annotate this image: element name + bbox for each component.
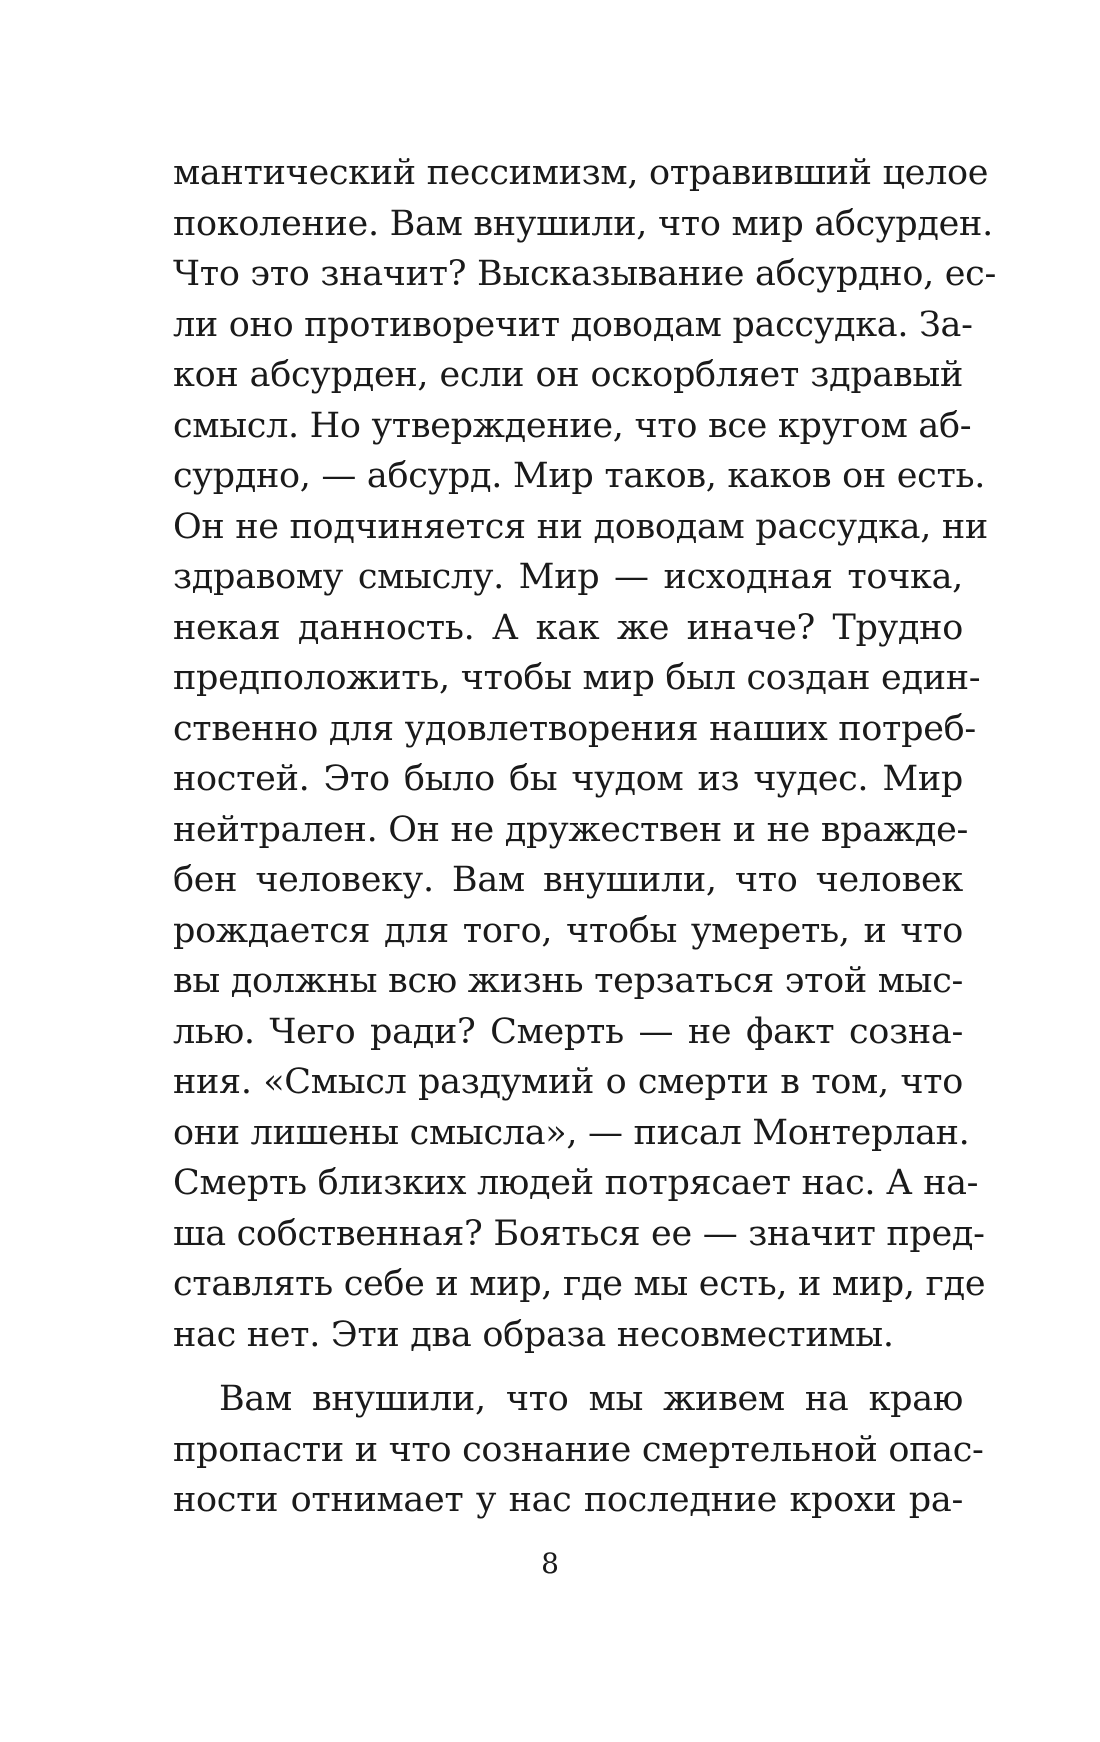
text-line: ностей. Это было бы чудом из чудес. Мир xyxy=(173,759,963,799)
paragraph-2 xyxy=(173,1374,984,1526)
text-line: некая данность. А как же иначе? Трудно xyxy=(173,607,963,648)
text-line: Смерть близких людей потрясает нас. А на- xyxy=(173,1163,979,1203)
text-line: сурдно, — абсурд. Мир таков, каков он есть. xyxy=(173,456,986,496)
text-line: ственно для удовлетворения наших потреб- xyxy=(173,708,976,749)
text-line: пропасти и что сознание смертельной опас- xyxy=(173,1429,984,1470)
text-line: смысл. Но утверждение, что все кругом аб- xyxy=(173,405,972,446)
text-line: ли оно противоречит доводам рассудка. За- xyxy=(173,304,973,345)
text-line: бен человеку. Вам внушили, что человек xyxy=(173,860,963,900)
text-line: Вам внушили, что мы живем на краю xyxy=(219,1379,963,1419)
page-number: 8 xyxy=(541,1547,559,1580)
text-line: поколение. Вам внушили, что мир абсурден. xyxy=(173,203,993,244)
paragraph-gap xyxy=(173,1360,963,1374)
paragraph-1 xyxy=(173,148,996,1360)
text-line: ставлять себе и мир, где мы есть, и мир, где xyxy=(173,1264,986,1304)
text-line: ша собственная? Бояться ее — значит пред- xyxy=(173,1213,985,1254)
text-line: нейтрален. Он не дружествен и не вражде- xyxy=(173,809,969,850)
text-line: предположить, чтобы мир был создан един- xyxy=(173,658,981,698)
text-line: они лишены смысла», — писал Монтерлан. xyxy=(173,1112,970,1153)
text-line: кон абсурден, если он оскорбляет здравый xyxy=(173,355,963,395)
text-line: рождается для того, чтобы умереть, и что xyxy=(173,910,963,951)
text-line: нас нет. Эти два образа несовместимы. xyxy=(173,1314,894,1355)
text-line: лью. Чего ради? Смерть — не факт созна- xyxy=(173,1011,963,1052)
body-text xyxy=(173,148,996,1526)
text-line: Он не подчиняется ни доводам рассудка, ни xyxy=(173,506,988,547)
text-line: ности отнимает у нас последние крохи ра- xyxy=(173,1480,963,1520)
text-line: вы должны всю жизнь терзаться этой мыс- xyxy=(173,961,964,1001)
text-line: ния. «Смысл раздумий о смерти в том, что xyxy=(173,1062,963,1102)
text-line: мантический пессимизм, отравивший целое xyxy=(173,153,989,193)
text-line: здравому смыслу. Мир — исходная точка, xyxy=(173,557,963,597)
text-line: Что это значит? Высказывание абсурдно, ес- xyxy=(173,254,996,294)
